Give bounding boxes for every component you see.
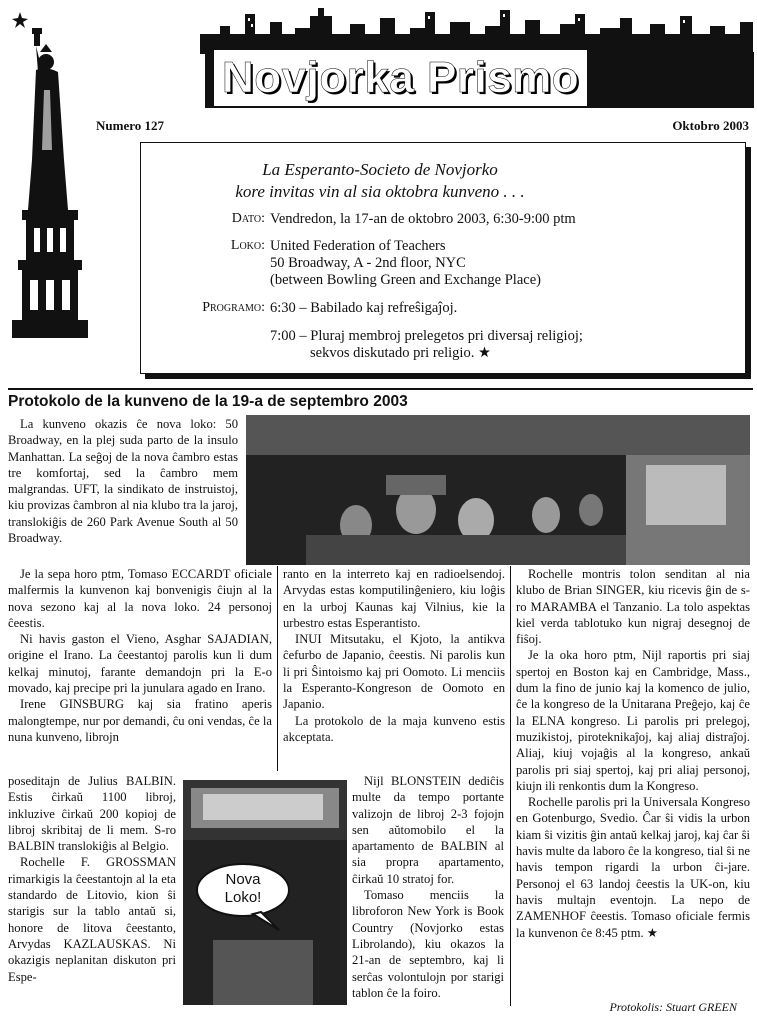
location-label: Loko: (230, 238, 265, 253)
statue-of-liberty-image (6, 10, 94, 340)
column-1-bottom (8, 773, 176, 985)
column-2-top (283, 566, 505, 745)
program-label: Programo: (202, 300, 265, 315)
date-value: Vendredon, la 17-an de oktobro 2003, 6:30-9:00 ptm (270, 211, 576, 227)
new-location-photo (183, 780, 347, 1005)
announcement-line1: La Esperanto-Societo de Novjorko (262, 160, 498, 179)
skyline-banner (200, 4, 753, 54)
program-item2-line1: 7:00 – Pluraj membroj prelegetos pri diversaj religioj; (270, 328, 583, 344)
issue-number: Numero 127 (96, 118, 165, 133)
paragraph: Nijl BLONSTEIN dediĉis multe da tempo portante valizojn de libroj 2-3 fojojn sen aŭtomobilo el la apartamento de BALBIN al sia propra apartamento, ĉirkaŭ 10 stratoj for. (352, 774, 504, 886)
column-divider (277, 566, 278, 771)
paragraph: La kunveno okazis ĉe nova loko: 50 Broadway, en la plej suda parto de la insulo Manhattan. La seĝoj de la nova ĉambro estas tre komfortaj, sed la ĉambro mem malgrandas. UFT, la sindikato de instruistoj, kiu provizas ĉambron al nia klubo tra la jaroj, translokiĝis de 260 Park Avenue South al 50 Broadway. (8, 417, 238, 546)
paragraph: Irene GINSBURG kaj sia fratino aperis malongtempe, nur por demandi, ĉu oni vendas, ĉe la nuna kunveno, librojn (8, 697, 272, 744)
issue-date: Oktobro 2003 (672, 118, 749, 133)
column-2-bottom (352, 773, 504, 1001)
bubble-text-line1: Nova (225, 871, 261, 888)
paragraph: INUI Mitsutaku, el Kjoto, la antikva ĉefurbo de Japanio, ĉeestis. Ni parolis kun li pri Ŝintoismo kaj pri Oomoto. Li menciis la Esperanto-Kongreson de Oomoto en Japanio. (283, 632, 505, 712)
paragraph: Rochelle montris tolon senditan al nia klubo de Brian SINGER, kiu ricevis ĝin de s-ro MARAMBA el Tanzanio. La tolo aspektas kiel verda tablotuko kun nigraj desegnoj de fiŝoj. (516, 567, 750, 647)
date-label: Dato: (231, 211, 265, 226)
paragraph: ranto en la interreto kaj en radioelsendoj. Arvydas estas komputilinĝeniero, kiu loĝis en la urboj Kaunas kaj Vilnius, kie la urbestro estas Esperantisto. (283, 567, 505, 630)
paragraph: Je la oka horo ptm, Nijl raportis pri siaj spertoj en Boston kaj en Cambridge, Mass., dum la fino de junio kaj la komenco de julio, ĉe la kongreso de la Unitarana Preĝejo, kaj ĉe la ELNA kongreso. Li parolis pri prelegoj, muzikistoj, piroteknikaĵoj, kaj aliaj distraĵoj. Aliaj, kiuj vojaĝis al la kongreso, ankaŭ parolis pri siaj spertoj, kaj pri aliaj personoj, kiujn ili renkontis dum la Kongreso. (516, 648, 750, 793)
program-item2-line2: sekvos diskutado pri religio. ★ (310, 345, 491, 361)
paragraph: La protokolo de la maja kunveno estis akceptata. (283, 713, 505, 744)
signature: Protokolis: Stuart GREEN (609, 1000, 737, 1014)
program-item1: 6:30 – Babilado kaj refreŝigaĵoj. (270, 300, 458, 316)
column-3 (516, 566, 750, 941)
column-1-middle (8, 566, 272, 745)
bubble-text-line2: Loko! (224, 889, 262, 906)
paragraph: Rochelle parolis pri la Universala Kongreso en Gotenburgo, Svedio. Ĉar ŝi vidis la urbon kiam ŝi vizitis ĝin antaŭ kelkaj jaroj, kaj ĉar ŝi havis multe da laboro ĉe la kongreso, tial ŝi ne havis tempon rigardi la urbon ĉi-jare. Personoj el 63 landoj ĉeestis la UK-on, kiu havis multajn eventojn. La nepo de ZAMENHOF ĉeestis. Tomaso oficiale fermis la kunvenon ĉe 8:45 ptm. ★ (516, 795, 750, 940)
location-line1: United Federation of Teachers (270, 238, 446, 254)
column-divider (510, 566, 511, 1006)
meeting-room-photo (246, 415, 750, 565)
column-1-top (8, 416, 238, 546)
paragraph: poseditajn de Julius BALBIN. Estis ĉirkaŭ 1100 libroj, inkluzive ĉirkaŭ 200 kopioj de libroj skribitaj de li mem. S-ro BALBIN translokiĝis al Belgio. (8, 774, 176, 854)
paragraph: Je la sepa horo ptm, Tomaso ECCARDT oficiale malfermis la kunvenon kaj bonvenigis ĉiujn al la nova sezono kaj al la nova loko. 24 personoj ĉeestis. (8, 567, 272, 630)
location-line3: (between Bowling Green and Exchange Place) (270, 272, 541, 288)
newsletter-title: Novjorka Prismo (214, 50, 587, 106)
paragraph: Tomaso menciis la libroforon New York is Book Country (Novjorko estas Librolando), kiu okazos la 21-an de septembro, kaj li serĉas volontulojn por starigi tablon ĉe la foiro. (352, 888, 504, 1000)
section-rule (8, 388, 753, 390)
announcement-line2: kore invitas vin al sia oktobra kunveno . . . (235, 182, 525, 201)
paragraph: Ni havis gaston el Vieno, Asghar SAJADIAN, origine el Irano. La ĉeestantoj parolis kun li dum kelkaj minutoj, farante demandojn pri la E-o movado, kaj precipe pri la junulara agado en Irano. (8, 632, 272, 696)
article-title: Protokolo de la kunveno de la 19-a de septembro 2003 (8, 393, 408, 410)
location-line2: 50 Broadway, A - 2nd floor, NYC (270, 255, 466, 271)
paragraph: Rochelle F. GROSSMAN rimarkigis la ĉeestantojn al la eta standardo de Litovio, kion ŝi starigis sur la tablo antaŭ si, honore de litova ĉeestanto, Arvydas KAZLAUSKAS. Ni okazigis neplanitan diskuton pri Espe- (8, 855, 176, 984)
